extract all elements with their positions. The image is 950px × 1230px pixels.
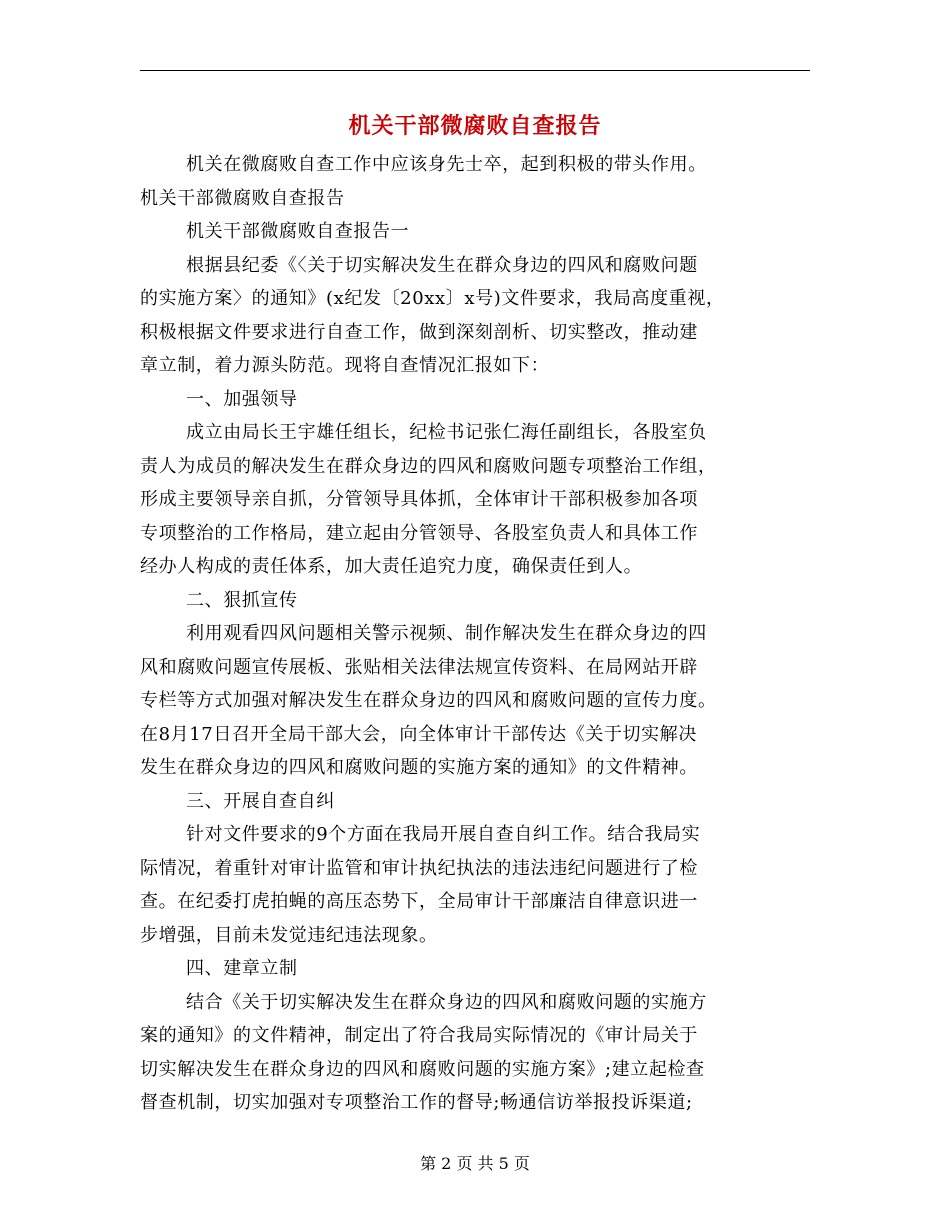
paragraph-line: 经办人构成的责任体系，加大责任追究力度，确保责任到人。 (140, 556, 643, 577)
paragraph-line: 步增强，目前未发觉违纪违法现象。 (140, 924, 438, 946)
section-heading: 机关干部微腐败自查报告一 (186, 221, 410, 242)
header-rule (140, 70, 810, 71)
paragraph-line: 案的通知》的文件精神，制定出了符合我局实际情况的《审计局关于 (140, 1025, 698, 1046)
paragraph-line: 的实施方案〉的通知》(x纪发〔20xx〕x号)文件要求，我局高度重视， (140, 288, 725, 309)
paragraph-line: 利用观看四风问题相关警示视频、制作解决发生在群众身边的四 (186, 623, 707, 644)
section-heading: 二、狠抓宣传 (186, 589, 298, 611)
paragraph-line: 专栏等方式加强对解决发生在群众身边的四风和腐败问题的宣传力度。 (140, 690, 717, 711)
page-number: 第 2 页 共 5 页 (420, 1154, 530, 1173)
paragraph-line: 机关干部微腐败自查报告 (140, 187, 345, 209)
paragraph-line: 风和腐败问题宣传展板、张贴相关法律法规宣传资料、在局网站开辟 (140, 656, 698, 678)
paragraph-line: 查。在纪委打虎拍蝇的高压态势下，全局审计干部廉洁自律意识进一 (140, 891, 698, 912)
paragraph-line: 切实解决发生在群众身边的四风和腐败问题的实施方案》;建立起检查 (140, 1058, 705, 1080)
paragraph-line: 积极根据文件要求进行自查工作，做到深刻剖析、切实整改，推动建 (140, 321, 698, 343)
section-heading: 一、加强领导 (186, 388, 298, 410)
paragraph-line: 章立制，着力源头防范。现将自查情况汇报如下： (140, 355, 550, 376)
paragraph-line: 结合《关于切实解决发生在群众身边的四风和腐败问题的实施方 (186, 991, 707, 1013)
paragraph-line: 形成主要领导亲自抓，分管领导具体抓，全体审计干部积极参加各项 (140, 489, 698, 510)
section-heading: 三、开展自查自纠 (186, 790, 335, 812)
paragraph-line: 针对文件要求的9个方面在我局开展自查自纠工作。结合我局实 (186, 824, 701, 845)
paragraph-line: 际情况，着重针对审计监管和审计执纪执法的违法违纪问题进行了检 (140, 857, 698, 879)
section-heading: 四、建章立制 (186, 958, 298, 979)
paragraph-line: 成立由局长王宇雄任组长，纪检书记张仁海任副组长，各股室负 (186, 422, 707, 443)
paragraph-line: 在8月17日召开全局干部大会，向全体审计干部传达《关于切实解决 (140, 723, 697, 745)
paragraph-line: 责人为成员的解决发生在群众身边的四风和腐败问题专项整治工作组， (140, 455, 717, 477)
paragraph-line: 专项整治的工作格局，建立起由分管领导、各股室负责人和具体工作 (140, 522, 698, 544)
document-title: 机关干部微腐败自查报告 (348, 113, 602, 139)
document-body (140, 148, 810, 1120)
paragraph-line: 机关在微腐败自查工作中应该身先士卒，起到积极的带头作用。 (186, 154, 707, 175)
paragraph-line: 根据县纪委《〈关于切实解决发生在群众身边的四风和腐败问题 (186, 254, 698, 276)
paragraph-line: 督查机制，切实加强对专项整治工作的督导;畅通信访举报投诉渠道; (140, 1092, 693, 1113)
paragraph-line: 发生在群众身边的四风和腐败问题的实施方案的通知》的文件精神。 (140, 757, 698, 778)
